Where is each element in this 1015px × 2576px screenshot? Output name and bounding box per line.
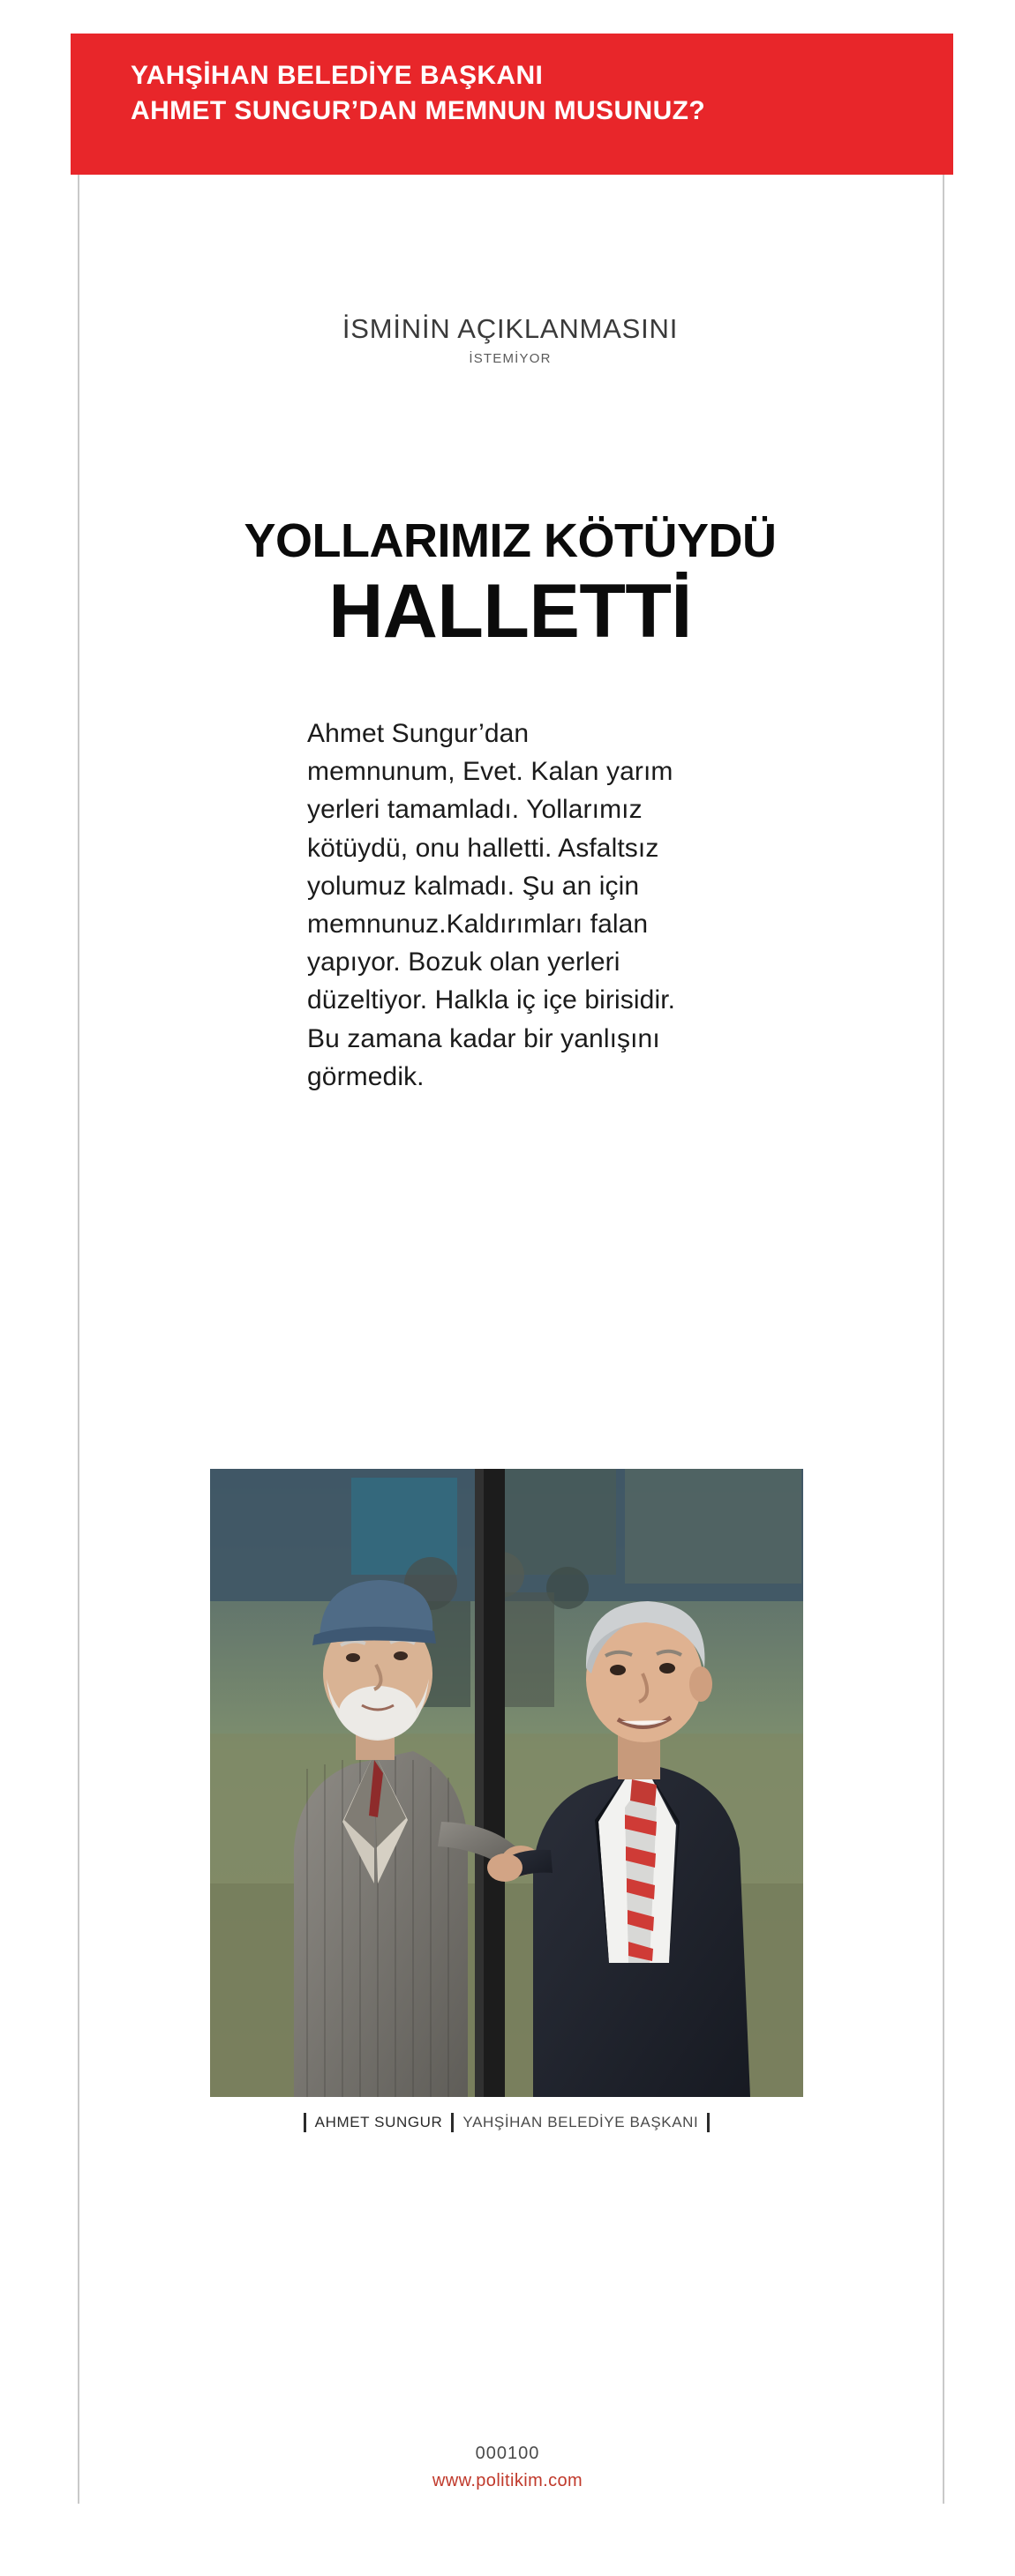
caption-bar-left-icon: [304, 2113, 306, 2132]
kicker-main-text: İSMİNİN AÇIKLANMASINI: [342, 313, 679, 344]
photo-caption: [210, 2113, 803, 2132]
headline-line-2: HALLETTİ: [328, 568, 692, 654]
caption-bar-middle-icon: [451, 2113, 454, 2132]
header-title-line-2: AHMET SUNGUR’DAN MEMNUN MUSUNUZ?: [131, 95, 706, 125]
footer-page-code: 000100: [475, 2444, 540, 2463]
article-body: Ahmet Sungur’dan memnunum, Evet. Kalan yarım yerleri tamamladı. Yollarımız kötüydü, onu halletti. Asfaltsız yolumuz kalmadı. Şu an için memnunuz.Kaldırımları falan yapıyor. Bozuk olan yerleri düzeltiyor. Halkla iç içe birisidir. Bu zamana kadar bir yanlışını görmedik.: [307, 719, 676, 1091]
article-photo: [210, 1469, 803, 2097]
header-title-line-1: YAHŞİHAN BELEDİYE BAŞKANI: [131, 61, 544, 90]
footer-website-url[interactable]: www.politikim.com: [432, 2471, 583, 2490]
caption-person-name: AHMET SUNGUR: [314, 2114, 443, 2130]
kicker: [78, 313, 943, 366]
kicker-sub-text: İSTEMİYOR: [469, 350, 552, 366]
caption-person-role: YAHŞİHAN BELEDİYE BAŞKANI: [462, 2114, 699, 2130]
caption-bar-right-icon: [707, 2113, 710, 2132]
column-rule-right: [943, 175, 944, 2504]
headline: [78, 514, 943, 654]
header-banner: [71, 34, 953, 175]
page-footer: [0, 2444, 1015, 2491]
headline-line-1: YOLLARIMIZ KÖTÜYDÜ: [244, 514, 777, 567]
